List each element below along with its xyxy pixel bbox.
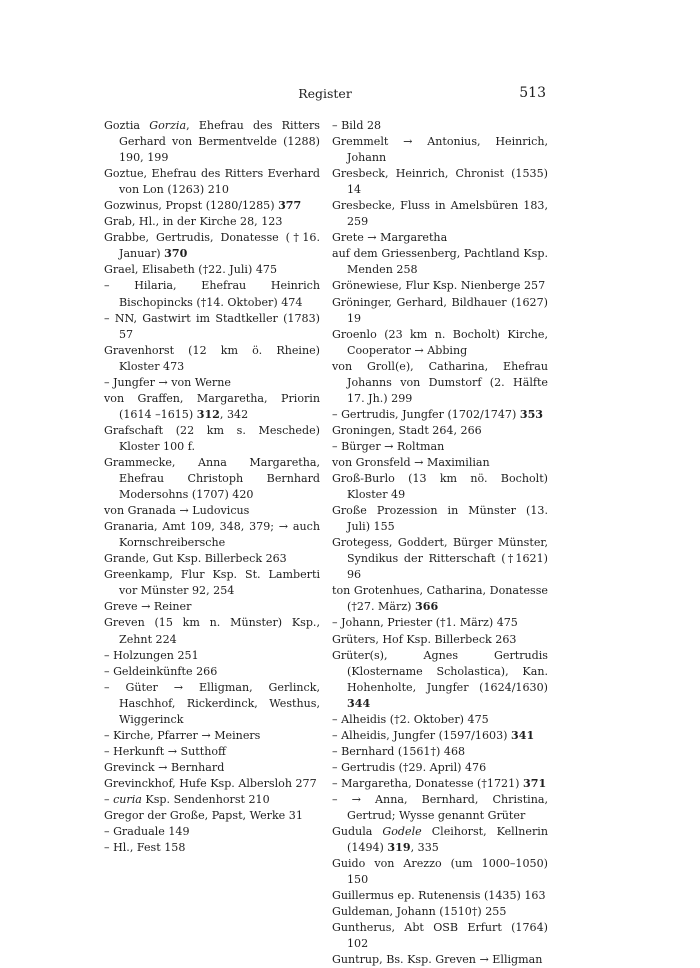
index-entry: Guntrup, Bs. Ksp. Greven → Elligman: [332, 953, 543, 967]
running-title: Register: [298, 86, 352, 101]
index-entry: Grafschaft (22 km s. Meschede) Kloster 100 f.: [104, 423, 320, 453]
index-entry: Grabbe, Gertrudis, Donatesse (†16. Januar) 370: [104, 231, 320, 261]
index-column-left: [104, 118, 320, 856]
index-entry: Greenkamp, Flur Ksp. St. Lamberti vor Münster 92, 254: [104, 568, 320, 598]
index-entry: – Geldeinkünfte 266: [104, 664, 218, 678]
index-entry: – Alheidis (†2. Oktober) 475: [332, 712, 489, 726]
page-header: [104, 86, 546, 104]
index-entry: Groningen, Stadt 264, 266: [332, 423, 482, 437]
index-entry: Guido von Arezzo (um 1000–1050) 150: [332, 857, 548, 887]
index-entry: Goztia Gorzia, Ehefrau des Ritters Gerhard von Bermentvelde (1288) 190, 199: [104, 119, 320, 165]
index-entry: – Johann, Priester (†1. März) 475: [332, 616, 518, 630]
index-entry: Grammecke, Anna Margaretha, Ehefrau Christoph Bernhard Modersohns (1707) 420: [104, 455, 320, 502]
index-entry: – Güter → Elligman, Gerlinck, Haschhof, Rickerdinck, Westhus, Wiggerinck: [104, 680, 320, 726]
index-entry: Grönewiese, Flur Ksp. Nienberge 257: [332, 279, 546, 293]
index-entry: – curia Ksp. Sendenhorst 210: [104, 792, 270, 806]
index-entry: – Bürger → Roltman: [332, 439, 445, 453]
index-entry: – Alheidis, Jungfer (1597/1603) 341: [332, 728, 535, 742]
index-entry: Goztue, Ehefrau des Ritters Everhard von Lon (1263) 210: [104, 167, 320, 197]
page-number: 513: [519, 85, 546, 101]
index-entry: Gravenhorst (12 km ö. Rheine) Kloster 473: [104, 343, 320, 373]
index-entry: Gremmelt → Antonius, Heinrich, Johann: [332, 135, 548, 165]
index-entry: – NN, Gastwirt im Stadtkeller (1783) 57: [104, 311, 320, 341]
index-entry: Granaria, Amt 109, 348, 379; → auch Kornschreibersche: [104, 520, 320, 550]
index-entry: – Jungfer → von Werne: [104, 375, 231, 389]
index-entry: Gresbecke, Fluss in Amelsbüren 183, 259: [332, 199, 548, 229]
index-entry: Groß-Burlo (13 km nö. Bocholt) Kloster 49: [332, 472, 548, 502]
index-entry: Grab, Hl., in der Kirche 28, 123: [104, 215, 283, 229]
index-entry: ton Grotenhues, Catharina, Donatesse (†27. März) 366: [332, 584, 548, 614]
index-entry: Gozwinus, Propst (1280/1285) 377: [104, 199, 302, 213]
index-entry: – Hilaria, Ehefrau Heinrich Bischopincks (†14. Oktober) 474: [104, 279, 320, 309]
index-entry: von Granada → Ludovicus: [104, 504, 250, 518]
index-entry: – Graduale 149: [104, 825, 190, 839]
index-entry: Gresbeck, Heinrich, Chronist (1535) 14: [332, 167, 548, 197]
index-entry: – Bernhard (1561†) 468: [332, 744, 466, 758]
index-entry: auf dem Griessenberg, Pachtland Ksp. Menden 258: [332, 247, 548, 277]
index-entry: Grael, Elisabeth (†22. Juli) 475: [104, 263, 278, 277]
index-column-right: [332, 118, 548, 968]
index-entry: Gudula Godele Cleihorst, Kellnerin (1494) 319, 335: [332, 825, 548, 855]
index-entry: – Gertrudis, Jungfer (1702/1747) 353: [332, 407, 544, 421]
index-entry: Guillermus ep. Rutenensis (1435) 163: [332, 889, 546, 903]
index-entry: – Holzungen 251: [104, 648, 199, 662]
index-entry: Greve → Reiner: [104, 600, 192, 614]
index-entry: – Hl., Fest 158: [104, 841, 186, 855]
index-entry: Guntherus, Abt OSB Erfurt (1764) 102: [332, 921, 548, 951]
index-entry: Grotegess, Goddert, Bürger Münster, Syndikus der Ritterschaft (†1621) 96: [332, 536, 548, 582]
index-entry: von Gronsfeld → Maximilian: [332, 455, 490, 469]
index-entry: – Herkunft → Sutthoff: [104, 744, 226, 758]
index-entry: – Margaretha, Donatesse (†1721) 371: [332, 776, 547, 790]
index-entry: Grete → Margaretha: [332, 231, 448, 245]
index-entry: Grande, Gut Ksp. Billerbeck 263: [104, 552, 287, 566]
index-entry: von Groll(e), Catharina, Ehefrau Johanns von Dumstorf (2. Hälfte 17. Jh.) 299: [332, 359, 548, 405]
index-entry: Greven (15 km n. Münster) Ksp., Zehnt 224: [104, 616, 320, 646]
index-entry: Gröninger, Gerhard, Bildhauer (1627) 19: [332, 295, 548, 325]
index-entry: Grüter(s), Agnes Gertrudis (Klostername Scholastica), Kan. Hohenholte, Jungfer (1624/1630) 344: [332, 648, 548, 710]
index-entry: Gregor der Große, Papst, Werke 31: [104, 809, 303, 823]
index-entry: Grevinckhof, Hufe Ksp. Albersloh 277: [104, 776, 317, 790]
index-entry: Große Prozession in Münster (13. Juli) 155: [332, 504, 548, 534]
index-entry: – Bild 28: [332, 119, 382, 132]
index-entry: – Kirche, Pfarrer → Meiners: [104, 728, 261, 742]
index-entry: – → Anna, Bernhard, Christina, Gertrud; Wysse genannt Grüter: [332, 792, 548, 823]
index-entry: Grevinck → Bernhard: [104, 760, 225, 774]
index-entry: Guldeman, Johann (1510†) 255: [332, 905, 507, 919]
index-entry: Groenlo (23 km n. Bocholt) Kirche, Cooperator → Abbing: [332, 327, 548, 357]
index-entry: Grüters, Hof Ksp. Billerbeck 263: [332, 632, 517, 646]
index-entry: – Gertrudis (†29. April) 476: [332, 760, 487, 774]
index-entry: von Graffen, Margaretha, Priorin (1614 –1615) 312, 342: [104, 391, 320, 421]
